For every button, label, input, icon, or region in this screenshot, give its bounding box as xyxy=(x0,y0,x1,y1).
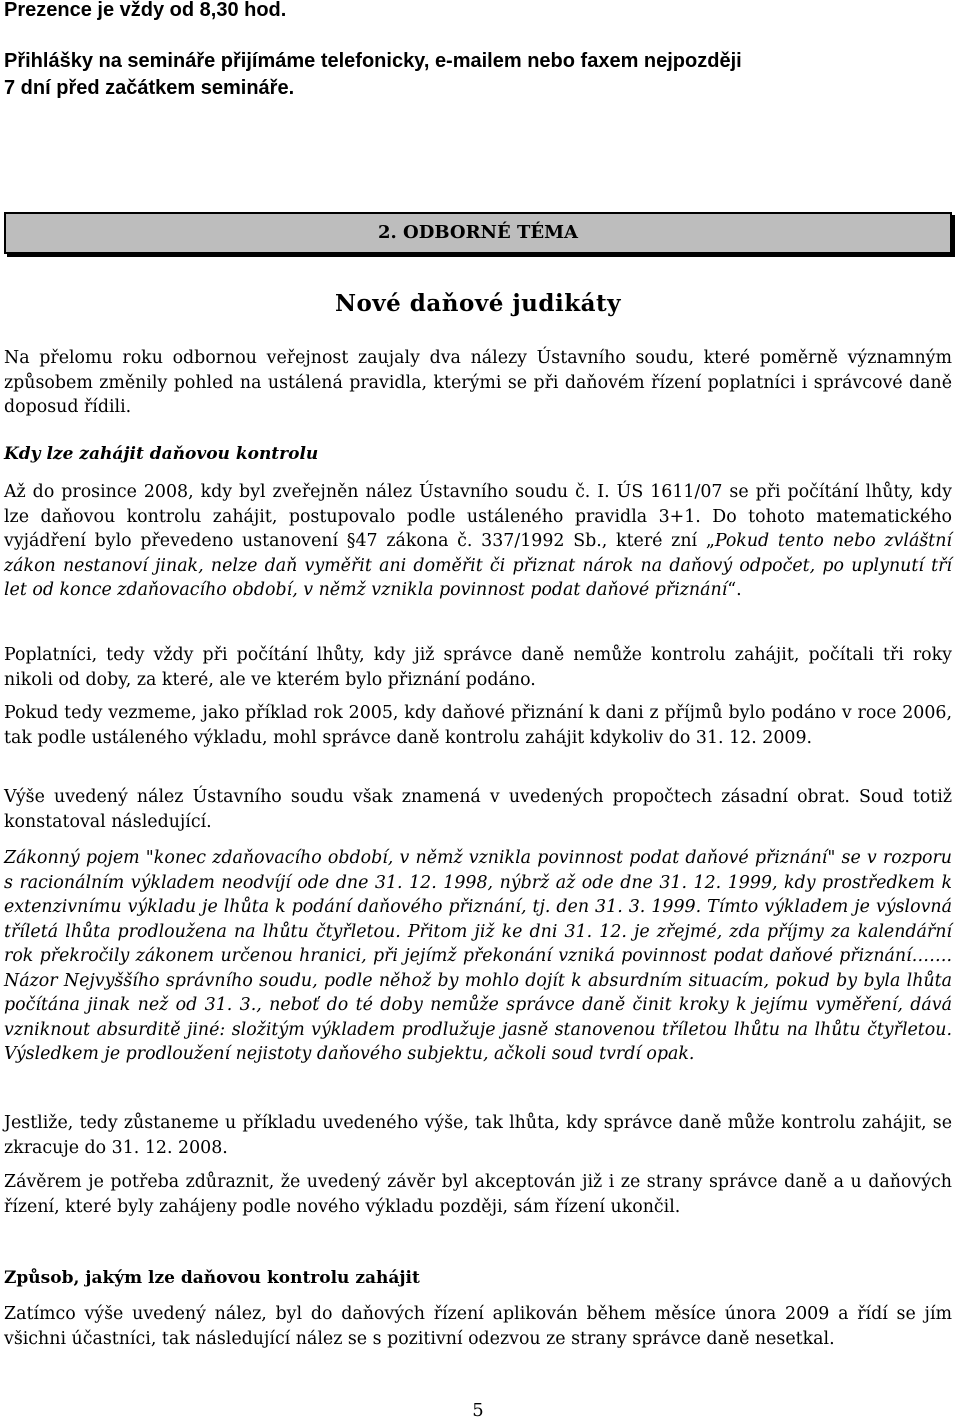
subheading-audit-start: Kdy lze zahájit daňovou kontrolu xyxy=(4,444,319,464)
paragraph-1-end: “. xyxy=(727,580,742,600)
intro-paragraph: Na přelomu roku odbornou veřejnost zaujaly dva nálezy Ústavního soudu, které poměrně významným způsobem změnily pohled na ustálená pravidla, kterými se při daňovém řízení poplatníci i správcové daně doposud řídili. xyxy=(4,348,952,417)
paragraph-2: Poplatníci, tedy vždy při počítání lhůty, kdy již správce daně nemůže kontrolu zahájit, počítali tři roky nikoli od doby, za které, ale ve kterém bylo přiznání podáno. xyxy=(4,645,952,690)
subheading-audit-method: Způsob, jakým lze daňovou kontrolu zahájit xyxy=(4,1268,420,1288)
page-number: 5 xyxy=(472,1400,484,1421)
section-banner: 2. ODBORNÉ TÉMA xyxy=(4,212,952,254)
paragraph-3: Pokud tedy vezmeme, jako příklad rok 2005, kdy daňové přiznání k dani z příjmů bylo podáno v roce 2006, tak podle ustáleného výkladu, mohl správce daně kontrolu zahájit kdykoliv do 31. 12. 2009. xyxy=(4,703,952,748)
registration-note-line2: 7 dní před začátkem semináře. xyxy=(4,77,295,99)
paragraph-1-text: Až do prosince 2008, kdy byl zveřejněn nález Ústavního soudu č. I. ÚS 1611/07 se při počítání lhůty, kdy lze daňovou kontrolu zahájit, postupovalo podle ustáleného pravidla 3+1. Do tohoto matematického vyjádření bylo převedeno ustanovení §47 zákona č. 337/1992 Sb., které zní „ xyxy=(4,482,952,551)
paragraph-6: Závěrem je potřeba zdůraznit, že uvedený závěr byl akceptován již i ze strany správce daně a u daňových řízení, které byly zahájeny podle nového výkladu později, sám řízení ukončil. xyxy=(4,1172,952,1217)
presence-note: Prezence je vždy od 8,30 hod. xyxy=(4,0,287,21)
section-title: Nové daňové judikáty xyxy=(334,290,622,317)
paragraph-7: Zatímco výše uvedený nález, byl do daňových řízení aplikován během měsíce února 2009 a řídí se jím všichni účastníci, tak následující nález se s pozitivní odezvou ze strany správce daně nesetkal. xyxy=(4,1304,952,1349)
paragraph-1-quote: Pokud tento nebo zvláštní zákon nestanoví jinak, nelze daň vyměřit ani doměřit či přiznat nárok na daňový odpočet, po uplynutí tří let od konce zdaňovacího období, v němž vznikla povinnost podat daňové přiznání xyxy=(4,531,952,600)
paragraph-5: Jestliže, tedy zůstaneme u příkladu uvedeného výše, tak lhůta, kdy správce daně může kontrolu zahájit, se zkracuje do 31. 12. 2008. xyxy=(4,1113,952,1158)
registration-note-line1: Přihlášky na semináře přijímáme telefonicky, e-mailem nebo faxem nejpozději xyxy=(4,50,742,72)
paragraph-1 xyxy=(4,480,952,603)
court-quote: Zákonný pojem "konec zdaňovacího období, v němž vznikla povinnost podat daňové přiznání" se v rozporu s racionálním výkladem neodvíjí ode dne 31. 12. 1998, nýbrž až ode dne 31. 12. 1999, kdy prostředkem k extenzivnímu výkladu je lhůta k podání daňového přiznání, tj. den 31. 3. 1999. Tímto výkladem je výslovná tříletá lhůta prodloužena na lhůtu čtyřletou. Přitom již ke dni 31. 12. je zřejmé, zda příjmy za kalendářní rok překročily zákonem určenou hranici, při jejímž překonání vzniká povinnost podat daňové přiznání……. Názor Nejvyššího správního soudu, podle něhož by mohlo dojít k absurdním situacím, pokud by byla lhůta počítána jinak než od 31. 3., neboť do té doby nemůže správce daně činit kroky k jejímu vyměření, dává vzniknout absurditě jiné: složitým výkladem prodlužuje jasně stanovenou tříletou lhůtu na lhůtu čtyřletou. Výsledkem je prodloužení nejistoty daňového subjektu, ačkoli soud tvrdí opak. xyxy=(4,848,952,1064)
paragraph-4: Výše uvedený nález Ústavního soudu však znamená v uvedených propočtech zásadní obrat. Soud totiž konstatoval následující. xyxy=(4,787,952,832)
